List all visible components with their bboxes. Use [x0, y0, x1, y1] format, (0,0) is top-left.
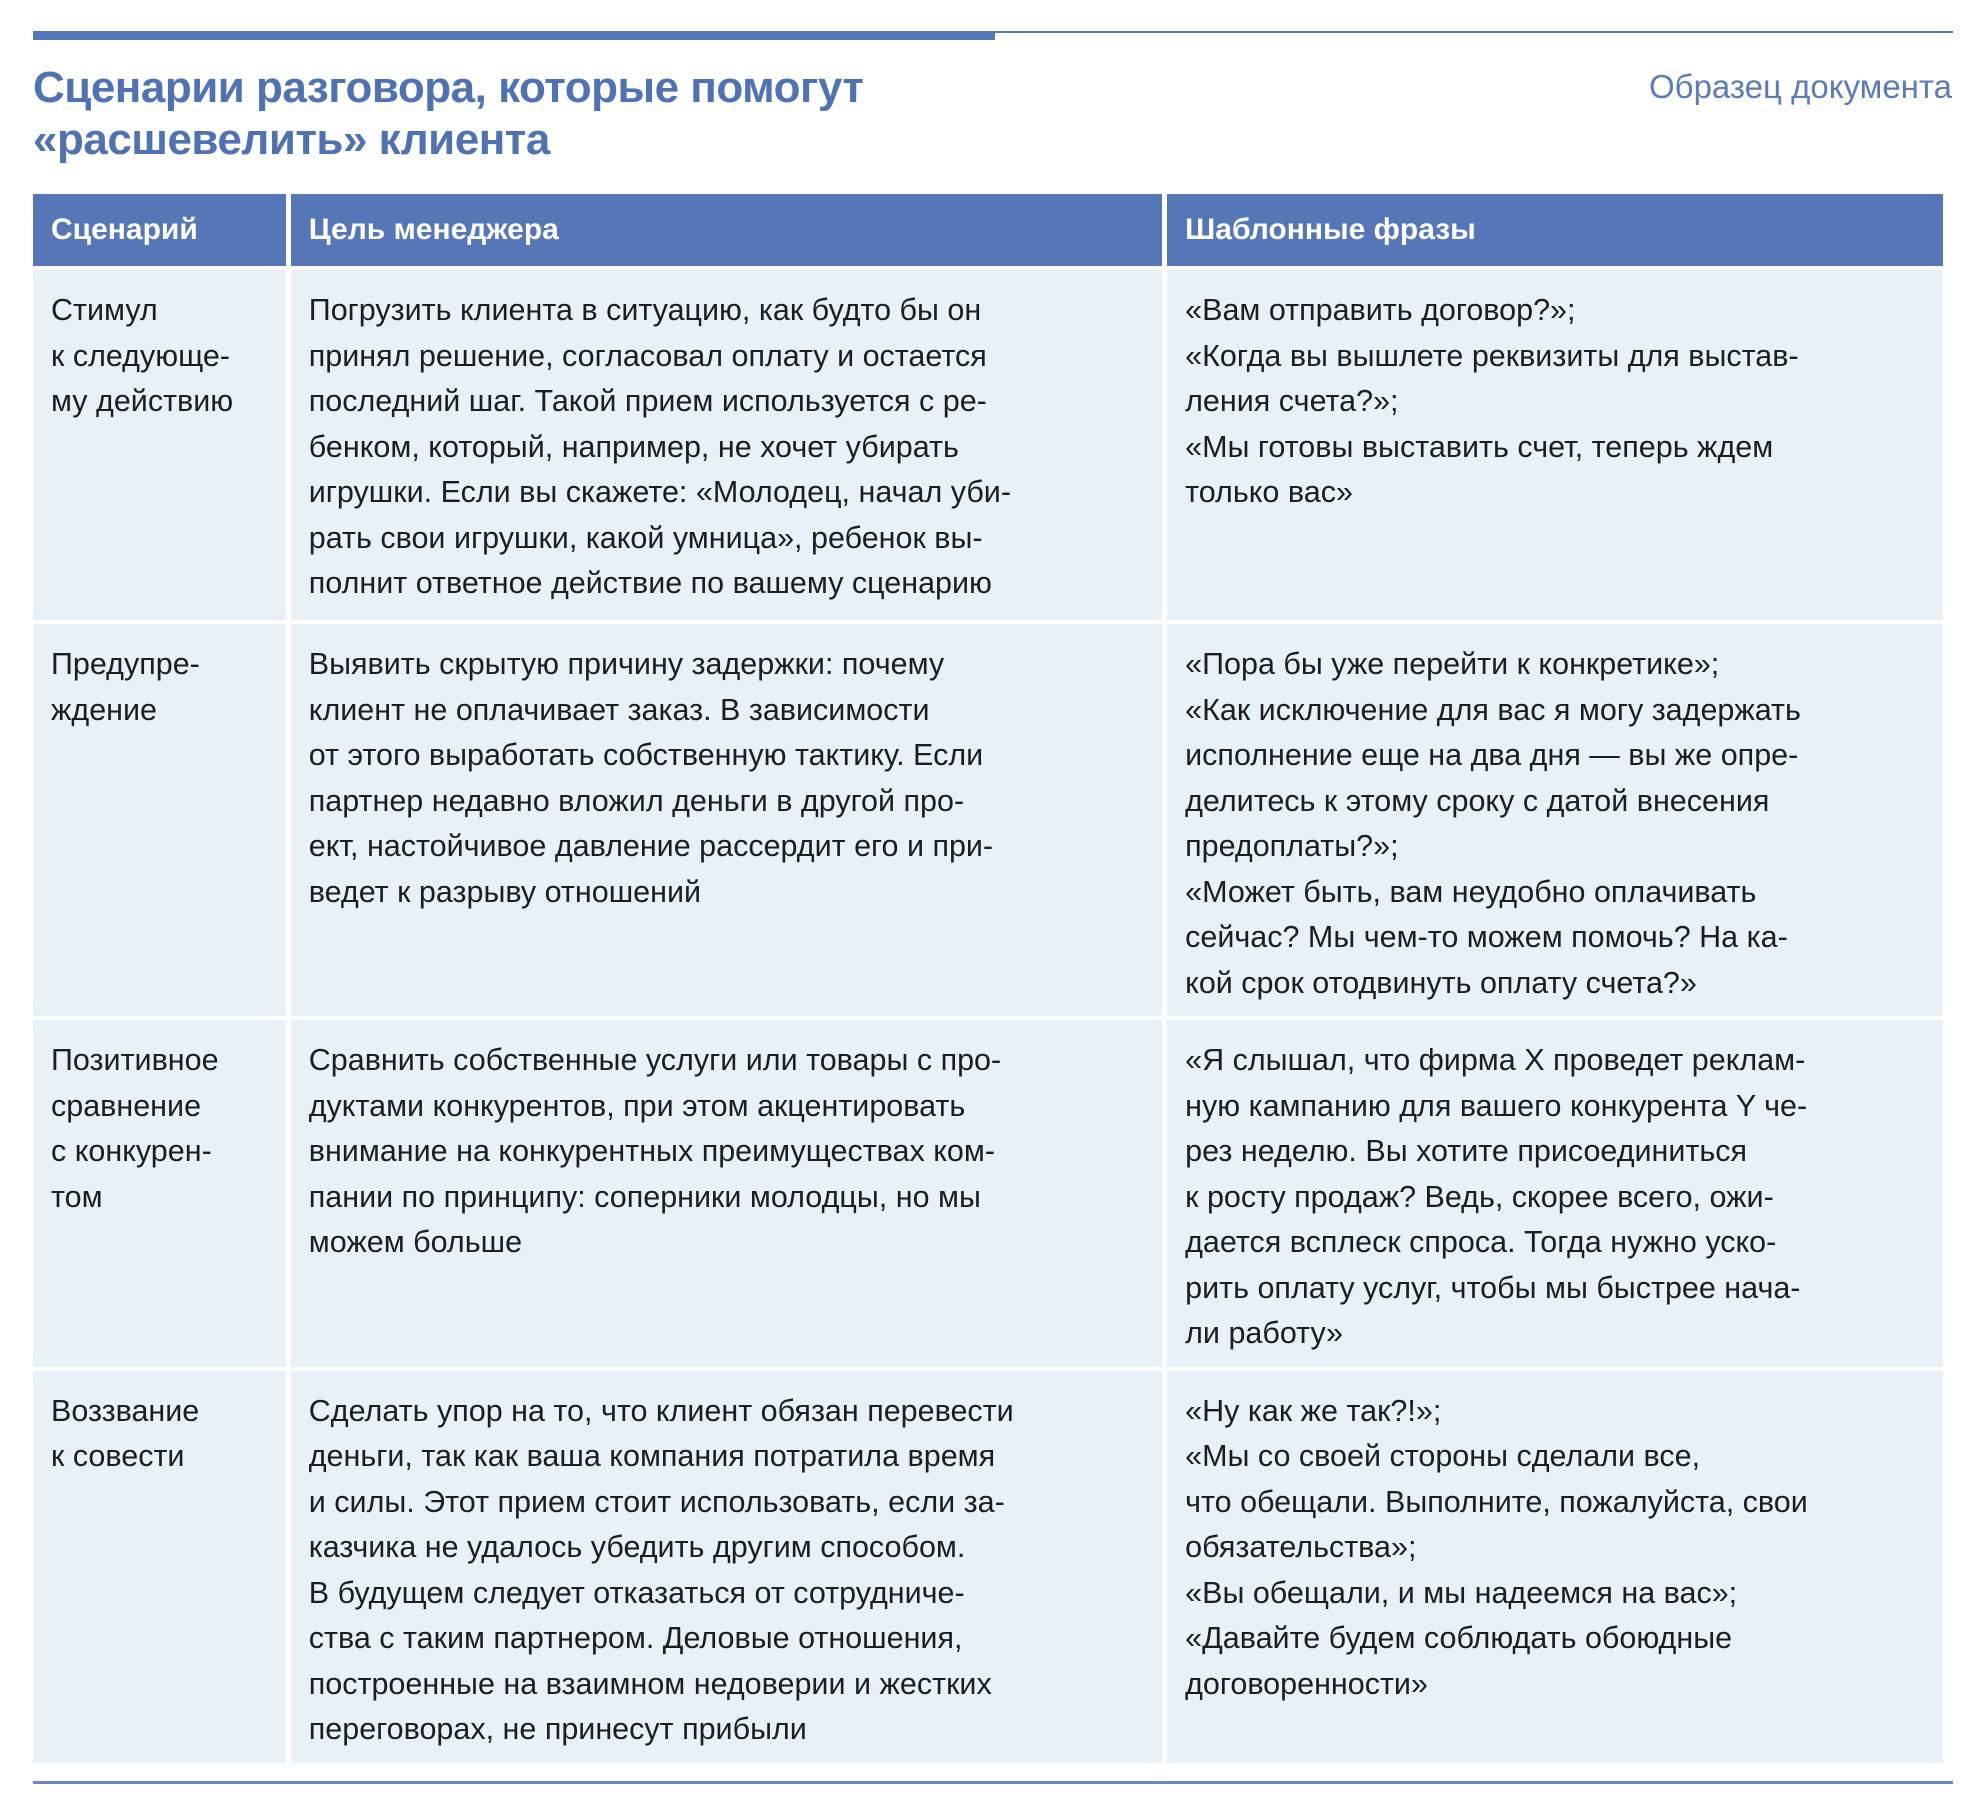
cell-text-line: полнит ответное действие по вашему сценарию	[308, 566, 992, 600]
cell-text-line: к росту продаж? Ведь, скорее всего, ожи-	[1185, 1179, 1774, 1214]
cell-text-line: игрушки. Если вы скажете: «Молодец, начал уби-	[308, 475, 1011, 509]
cell-text-line: дается всплеск спроса. Тогда нужно уско-	[1185, 1225, 1777, 1259]
cell-text-line: от этого выработать собственную тактику. Если	[308, 738, 984, 772]
title-line: Сценарии разговора, которые помогут	[33, 63, 864, 112]
cell-text-line: бенком, который, например, не хочет убирать	[308, 429, 959, 464]
column-header-goal: Цель менеджера	[291, 194, 1162, 266]
bottom-rule	[33, 1781, 1953, 1784]
cell-text-line: Сравнить собственные услуги или товары с про-	[308, 1043, 1002, 1077]
phrases-cell	[1167, 624, 1943, 1016]
scenario-cell	[33, 1371, 286, 1763]
cell-text-line: построенные на взаимном недоверии и жестких	[308, 1666, 992, 1701]
cell-text-line: рить оплату услуг, чтобы мы быстрее нача-	[1185, 1270, 1801, 1305]
table-header-row	[33, 194, 1943, 266]
cell-text-line: «Когда вы вышлете реквизиты для выстав-	[1185, 338, 1799, 373]
cell-text-line: «Может быть, вам неудобно оплачивать	[1185, 874, 1757, 909]
cell-text-line: с конкурен-	[51, 1134, 212, 1168]
cell-text-line: «Вы обещали, и мы надеемся на вас»;	[1185, 1575, 1738, 1610]
cell-text-line: и силы. Этот прием стоит использовать, если за-	[308, 1484, 1005, 1519]
cell-text-line: Погрузить клиента в ситуацию, как будто бы он	[308, 293, 982, 327]
cell-text-line: «Как исключение для вас я могу задержать	[1185, 692, 1801, 727]
cell-text-line: только вас»	[1185, 475, 1353, 509]
cell-text-line: рать свои игрушки, какой умница», ребенок вы-	[308, 520, 983, 555]
column-header-scenario: Сценарий	[33, 194, 286, 266]
cell-text-line: «Вам отправить договор?»;	[1185, 293, 1576, 327]
phrases-cell	[1167, 1020, 1943, 1367]
cell-text-line: ведет к разрыву отношений	[308, 874, 702, 909]
table-row	[33, 624, 1943, 1016]
cell-text-line: ект, настойчивое давление рассердит его и при-	[308, 829, 994, 863]
cell-text-line: что обещали. Выполните, пожалуйста, свои	[1185, 1484, 1808, 1519]
goal-cell	[291, 1020, 1162, 1367]
cell-text-line: «Мы со своей стороны сделали все,	[1185, 1439, 1701, 1473]
cell-text-line: «Пора бы уже перейти к конкретике»;	[1185, 647, 1720, 681]
goal-cell	[291, 270, 1162, 620]
cell-text-line: дуктами конкурентов, при этом акцентировать	[308, 1088, 966, 1123]
scenario-cell	[33, 624, 286, 1016]
scenario-cell	[33, 270, 286, 620]
cell-text-line: «Я слышал, что фирма X проведет реклам-	[1185, 1043, 1806, 1077]
cell-text-line: ждение	[51, 692, 158, 727]
cell-text-line: делитесь к этому сроку с датой внесения	[1185, 783, 1770, 818]
cell-text-line: рез неделю. Вы хотите присоединиться	[1185, 1134, 1748, 1168]
cell-text-line: принял решение, согласовал оплату и остается	[308, 338, 987, 373]
cell-text-line: «Мы готовы выставить счет, теперь ждем	[1185, 429, 1774, 464]
cell-text-line: сейчас? Мы чем-то можем помочь? На ка-	[1185, 920, 1788, 954]
cell-text-line: пании по принципу: соперники молодцы, но мы	[308, 1179, 981, 1214]
cell-text-line: последний шаг. Такой прием используется с ре-	[308, 384, 987, 418]
cell-text-line: внимание на конкурентных преимуществах ком-	[308, 1134, 995, 1168]
cell-text-line: переговорах, не принесут прибыли	[308, 1712, 807, 1746]
cell-text-line: к следующе-	[51, 338, 230, 373]
cell-text-line: исполнение еще на два дня — вы же опре-	[1185, 738, 1799, 772]
column-header-phrases: Шаблонные фразы	[1167, 194, 1943, 266]
scenarios-table	[28, 190, 1948, 1767]
title-line: «расшевелить» клиента	[33, 115, 550, 164]
cell-text-line: можем больше	[308, 1225, 523, 1259]
table-row	[33, 1371, 1943, 1763]
cell-text-line: клиент не оплачивает заказ. В зависимости	[308, 692, 930, 727]
table-row	[33, 1020, 1943, 1367]
cell-text-line: казчика не удалось убедить другим способом.	[308, 1530, 966, 1564]
cell-text-line: деньги, так как ваша компания потратила время	[308, 1439, 996, 1473]
cell-text-line: Стимул	[51, 293, 158, 327]
phrases-cell	[1167, 270, 1943, 620]
scenario-cell	[33, 1020, 286, 1367]
cell-text-line: ства с таким партнером. Деловые отношения,	[308, 1621, 963, 1655]
cell-text-line: к совести	[51, 1439, 185, 1473]
goal-cell	[291, 624, 1162, 1016]
cell-text-line: Выявить скрытую причину задержки: почему	[308, 647, 945, 681]
cell-text-line: ную кампанию для вашего конкурента Y че-	[1185, 1088, 1808, 1123]
cell-text-line: том	[51, 1179, 103, 1214]
cell-text-line: В будущем следует отказаться от сотрудниче-	[308, 1575, 965, 1610]
top-accent-bar	[33, 31, 995, 40]
cell-text-line: партнер недавно вложил деньги в другой про-	[308, 783, 965, 818]
cell-text-line: сравнение	[51, 1088, 202, 1123]
cell-text-line: Позитивное	[51, 1043, 219, 1077]
cell-text-line: ли работу»	[1185, 1316, 1344, 1350]
cell-text-line: Предупре-	[51, 647, 200, 681]
cell-text-line: «Ну как же так?!»;	[1185, 1393, 1442, 1428]
cell-text-line: му действию	[51, 384, 234, 418]
top-rule	[995, 31, 1953, 33]
cell-text-line: договоренности»	[1185, 1666, 1428, 1701]
phrases-cell	[1167, 1371, 1943, 1763]
table-row	[33, 270, 1943, 620]
document-sample-label: Образец документа	[1649, 68, 1952, 105]
cell-text-line: ления счета?»;	[1185, 384, 1399, 418]
page-title	[33, 62, 1133, 166]
cell-text-line: обязательства»;	[1185, 1530, 1417, 1564]
cell-text-line: «Давайте будем соблюдать обоюдные	[1185, 1621, 1733, 1655]
cell-text-line: кой срок отодвинуть оплату счета?»	[1185, 965, 1697, 1000]
cell-text-line: предоплаты?»;	[1185, 829, 1399, 863]
cell-text-line: Воззвание	[51, 1393, 200, 1428]
goal-cell	[291, 1371, 1162, 1763]
cell-text-line: Сделать упор на то, что клиент обязан перевести	[308, 1393, 1014, 1428]
